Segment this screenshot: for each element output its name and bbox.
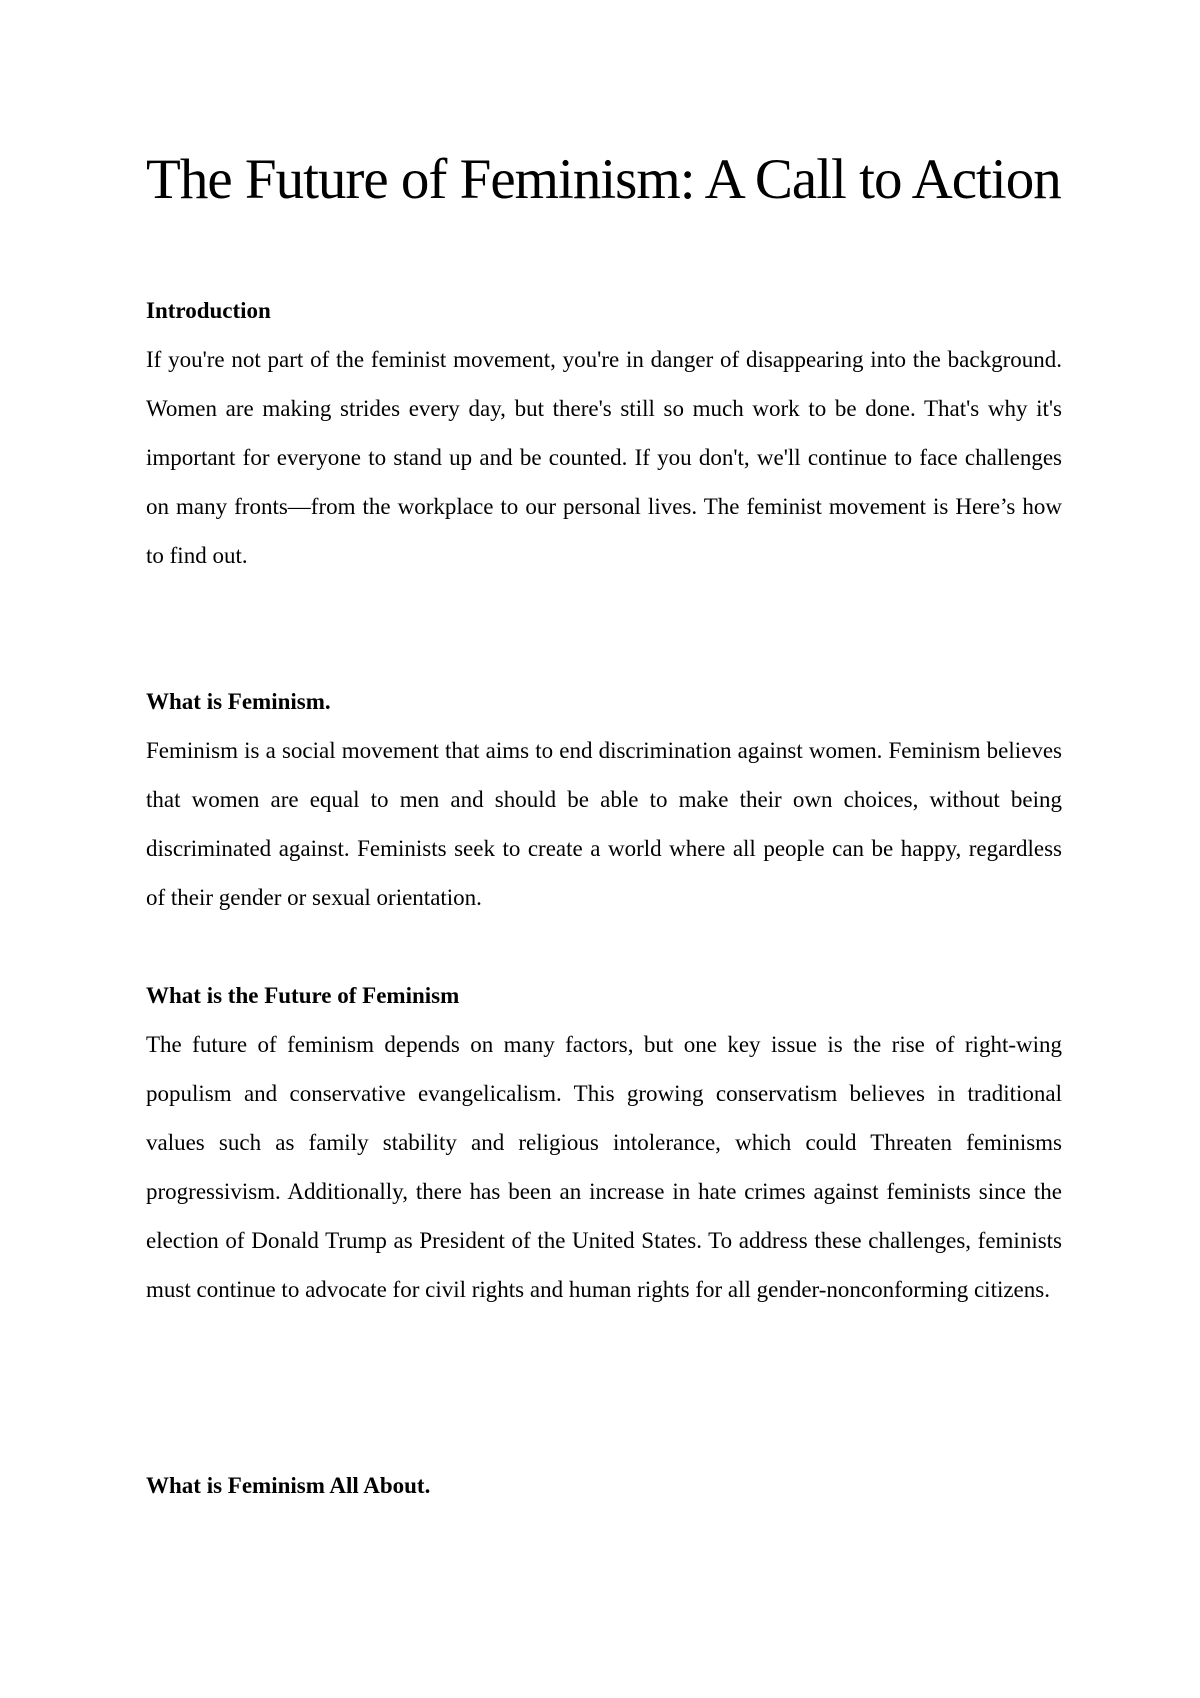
section-future-of-feminism [146, 971, 1062, 1314]
section-heading-feminism-all-about: What is Feminism All About. [146, 1473, 431, 1498]
section-what-is-feminism [146, 677, 1062, 922]
section-introduction [146, 286, 1062, 580]
section-body-what-is-feminism: Feminism is a social movement that aims to end discrimination against women. Feminism believes that women are equal to men and should be able to make their own choices, without being discriminated against. Feminists seek to create a world where all people can be happy, regardless of their gender or sexual orientation. [146, 738, 1062, 910]
section-heading-what-is-feminism: What is Feminism. [146, 689, 331, 714]
section-body-future-of-feminism: The future of feminism depends on many factors, but one key issue is the rise of right-wing populism and conservative evangelicalism. This growing conservatism believes in traditional values such as family stability and religious intolerance, which could Threaten feminisms progressivism. Additionally, there has been an increase in hate crimes against feminists since the election of Donald Trump as President of the United States. To address these challenges, feminists must continue to advocate for civil rights and human rights for all gender-nonconforming citizens. [146, 1032, 1062, 1302]
section-heading-introduction: Introduction [146, 298, 271, 323]
document-title: The Future of Feminism: A Call to Action [146, 148, 1061, 211]
section-feminism-all-about [146, 1461, 1062, 1510]
section-heading-future-of-feminism: What is the Future of Feminism [146, 983, 460, 1008]
section-body-introduction: If you're not part of the feminist movement, you're in danger of disappearing into the background. Women are making strides every day, but there's still so much work to be done. That's why it's important for everyone to stand up and be counted. If you don't, we'll continue to face challenges on many fronts—from the workplace to our personal lives. The feminist movement is Here’s how to find out. [146, 347, 1062, 568]
